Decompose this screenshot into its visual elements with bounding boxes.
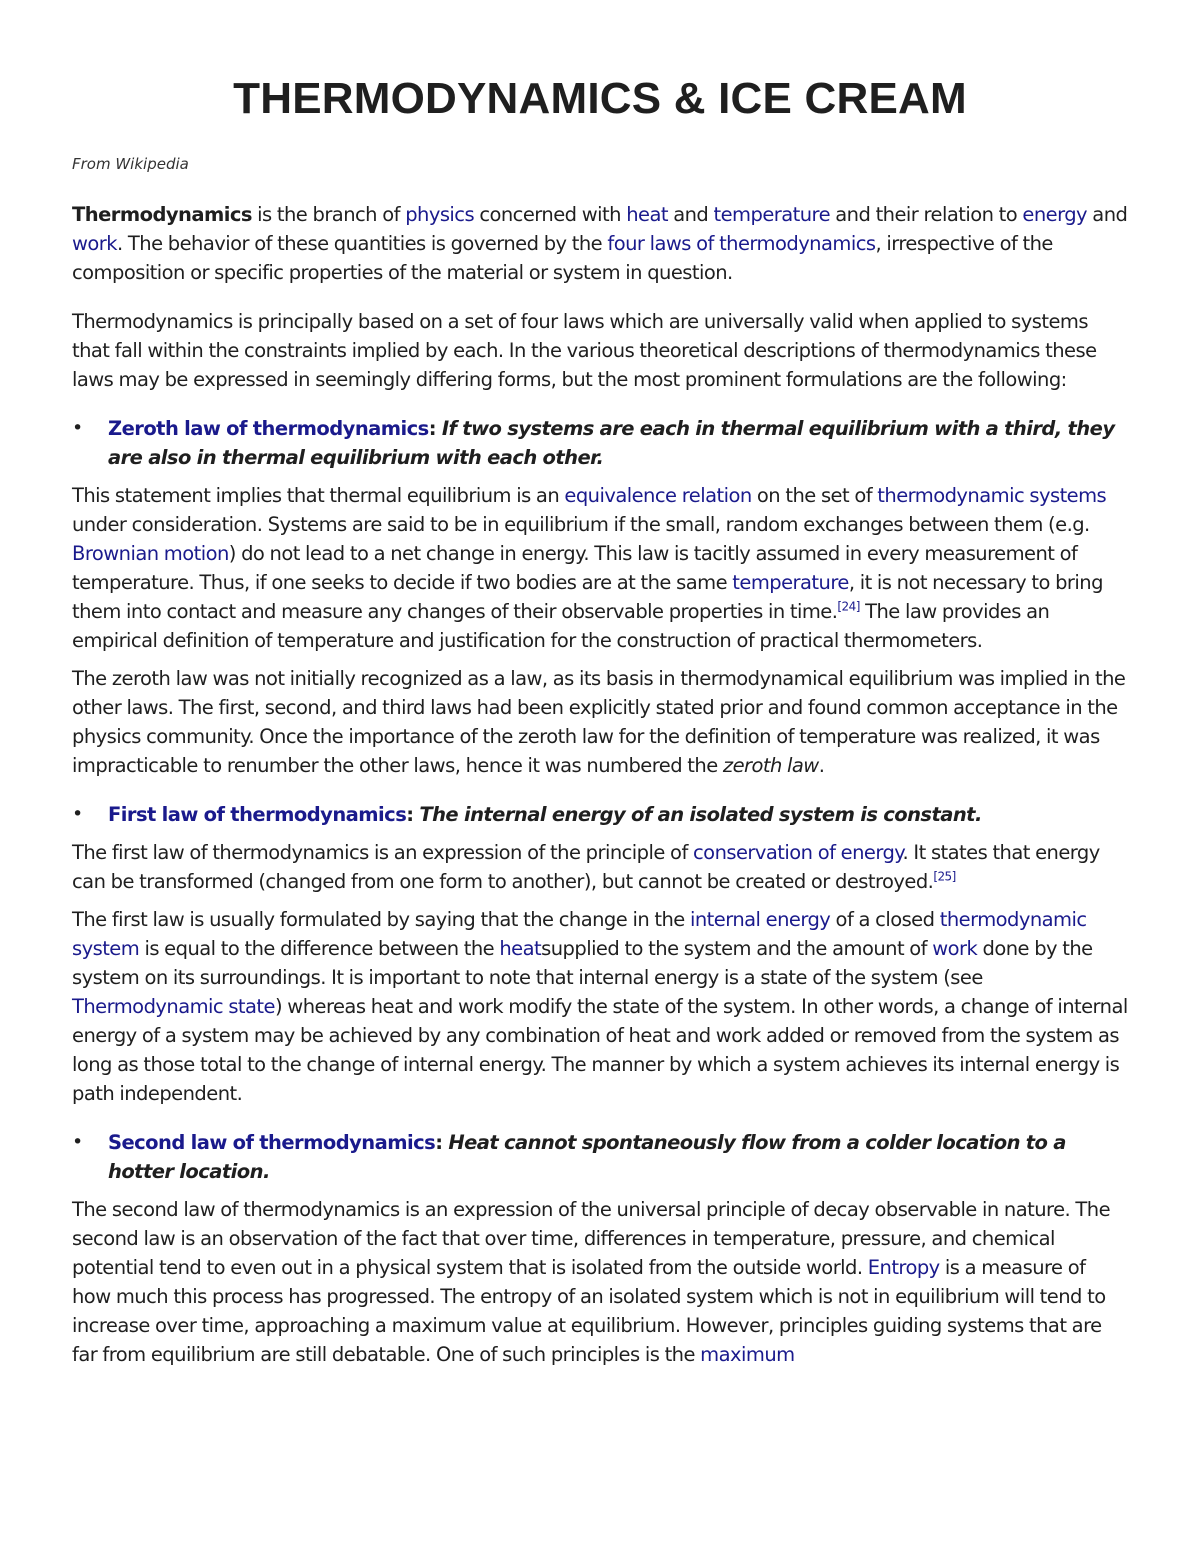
- first-paragraph-1: The first law of thermodynamics is an expression of the principle of conservation of energy. It states that energy can be transformed (changed from one form to another), but cannot be created or destroyed.[25]: [72, 841, 1100, 893]
- link-energy[interactable]: energy: [1022, 203, 1088, 226]
- reference-24[interactable]: [24]: [837, 599, 860, 614]
- reference-25[interactable]: [25]: [933, 869, 956, 884]
- second-law-statement: Heat cannot spontaneously flow from a colder location to a hotter location.: [108, 1131, 1066, 1183]
- link-physics[interactable]: physics: [405, 203, 475, 226]
- link-zeroth-law[interactable]: Zeroth law of thermodynamics: [108, 417, 429, 440]
- link-four-laws[interactable]: four laws of thermodynamics: [607, 232, 876, 255]
- link-brownian-motion[interactable]: Brownian motion: [72, 542, 229, 565]
- laws-overview-paragraph: Thermodynamics is principally based on a set of four laws which are universally valid when applied to systems that fall within the constraints implied by each. In the various theoretical descriptions of thermodynamics these laws may be expressed in seemingly differing forms, but the most prominent formulations are the following:: [72, 310, 1097, 391]
- link-internal-energy[interactable]: internal energy: [689, 908, 831, 931]
- link-work[interactable]: work: [72, 232, 117, 255]
- link-temperature-2[interactable]: temperature: [732, 571, 849, 594]
- link-temperature[interactable]: temperature: [713, 203, 831, 226]
- link-first-law[interactable]: First law of thermodynamics: [108, 803, 407, 826]
- law-item-zeroth: • Zeroth law of thermodynamics: If two systems are each in thermal equilibrium with a third, they are also in thermal equilibrium with each other.: [72, 414, 1128, 472]
- link-heat[interactable]: heat: [626, 203, 668, 226]
- link-second-law[interactable]: Second law of thermodynamics: [108, 1131, 436, 1154]
- link-thermodynamic-systems[interactable]: thermodynamic systems: [877, 484, 1107, 507]
- source-note: From Wikipedia: [72, 155, 189, 173]
- link-heat-2[interactable]: heat: [499, 937, 542, 960]
- link-work-2[interactable]: work: [932, 937, 978, 960]
- zeroth-paragraph-2: The zeroth law was not initially recognized as a law, as its basis in thermodynamical equilibrium was implied in the other laws. The first, second, and third laws had been explicitly stated prior and found common acceptance in the physics community. Once the importance of the zeroth law for the definition of temperature was realized, it was impracticable to renumber the other laws, hence it was numbered the zeroth law.: [72, 667, 1126, 777]
- link-thermodynamic-state[interactable]: Thermodynamic state: [72, 995, 275, 1018]
- first-paragraph-2: The first law is usually formulated by saying that the change in the internal energy of a closed thermodynamic system is equal to the difference between the heatsupplied to the system and the amount of work done by the system on its surroundings. It is important to note that internal energy is a state of the system (see Thermodynamic state) whereas heat and work modify the state of the system. In other words, a change of internal energy of a system may be achieved by any combination of heat and work added or removed from the system as long as those total to the change of internal energy. The manner by which a system achieves its internal energy is path independent.: [72, 908, 1128, 1105]
- bullet-icon: •: [72, 803, 83, 825]
- second-paragraph-1: The second law of thermodynamics is an expression of the universal principle of decay observable in nature. The second law is an observation of the fact that over time, differences in temperature, pressure, and chemical potential tend to even out in a physical system that is isolated from the outside world. Entropy is a measure of how much this process has progressed. The entropy of an isolated system which is not in equilibrium will tend to increase over time, approaching a maximum value at equilibrium. However, principles guiding systems that are far from equilibrium are still debatable. One of such principles is the maximum: [72, 1198, 1111, 1366]
- law-item-second: • Second law of thermodynamics: Heat cannot spontaneously flow from a colder location to a hotter location.: [72, 1128, 1128, 1186]
- page-title: THERMODYNAMICS & ICE CREAM: [233, 74, 967, 123]
- link-thermodynamic-system[interactable]: thermodynamic system: [72, 908, 1087, 960]
- bullet-icon: •: [72, 1131, 83, 1153]
- link-maximum[interactable]: maximum: [700, 1343, 795, 1366]
- law-item-first: • First law of thermodynamics: The internal energy of an isolated system is constant.: [72, 800, 1128, 829]
- link-entropy[interactable]: Entropy: [867, 1256, 940, 1279]
- zeroth-paragraph-1: This statement implies that thermal equilibrium is an equivalence relation on the set of thermodynamic systems under consideration. Systems are said to be in equilibrium if the small, random exchanges between them (e.g. Brownian motion) do not lead to a net change in energy. This law is tacitly assumed in every measurement of temperature. Thus, if one seeks to decide if two bodies are at the same temperature, it is not necessary to bring them into contact and measure any changes of their observable properties in time.[24] The law provides an empirical definition of temperature and justification for the construction of practical thermometers.: [72, 484, 1107, 652]
- link-conservation-of-energy[interactable]: conservation of energy: [693, 841, 903, 864]
- first-law-statement: The internal energy of an isolated system is constant.: [419, 803, 982, 826]
- bullet-icon: •: [72, 417, 83, 439]
- intro-paragraph: Thermodynamics is the branch of physics concerned with heat and temperature and their relation to energy and work. The behavior of these quantities is governed by the four laws of thermodynamics, irrespective of the composition or specific properties of the material or system in question.: [72, 203, 1128, 284]
- link-equivalence-relation[interactable]: equivalence relation: [564, 484, 752, 507]
- intro-term: Thermodynamics: [72, 203, 252, 226]
- zeroth-law-statement: If two systems are each in thermal equilibrium with a third, they are also in thermal equilibrium with each other.: [108, 417, 1115, 469]
